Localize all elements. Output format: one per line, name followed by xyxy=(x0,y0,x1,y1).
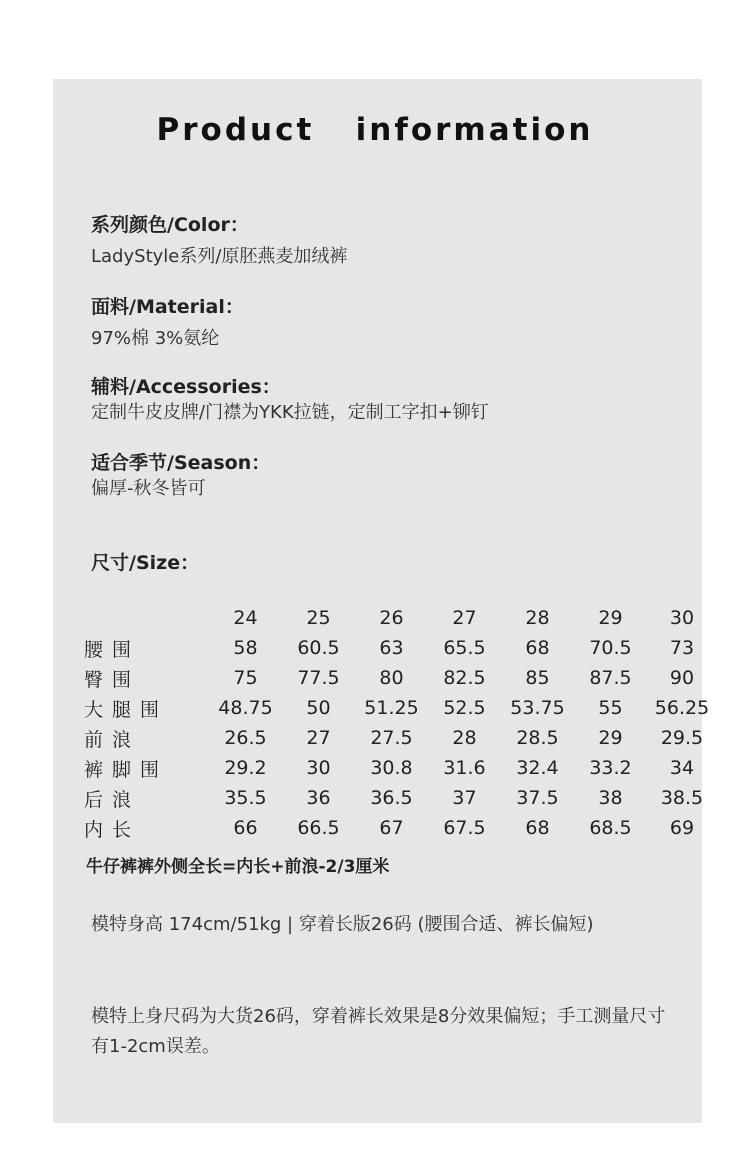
season-label: 适合季节/Season： xyxy=(91,452,271,474)
size-cell: 36.5 xyxy=(370,787,413,809)
size-cell: 67 xyxy=(379,817,404,839)
size-row-label-char: 围 xyxy=(140,698,160,721)
size-cell: 66.5 xyxy=(297,817,340,839)
size-column-header: 24 xyxy=(233,607,258,629)
size-label: 尺寸/Size： xyxy=(91,552,200,574)
size-cell: 51.25 xyxy=(364,697,419,719)
color-label: 系列颜色/Color： xyxy=(91,214,249,236)
size-row-label xyxy=(84,633,209,663)
size-cell: 38.5 xyxy=(660,787,704,809)
length-formula: 牛仔裤裤外侧全长=内长+前浪-2/3厘米 xyxy=(86,857,390,877)
size-cell: 31.6 xyxy=(443,757,486,779)
size-cell: 53.75 xyxy=(510,697,565,719)
size-cell: 30 xyxy=(306,757,331,779)
size-cell: 77.5 xyxy=(297,667,340,689)
size-cell: 65.5 xyxy=(443,637,486,659)
size-row-label-char: 后 xyxy=(84,788,104,811)
size-row-label-char: 内 xyxy=(84,818,104,841)
size-row-label-char: 浪 xyxy=(112,788,132,811)
size-cell: 27.5 xyxy=(370,727,413,749)
size-column-header: 28 xyxy=(525,607,550,629)
size-row-label-char: 腰 xyxy=(84,638,104,661)
size-cell: 70.5 xyxy=(589,637,632,659)
size-column-header: 29 xyxy=(598,607,623,629)
size-cell: 33.2 xyxy=(589,757,632,779)
accessories-value: 定制牛皮皮牌/门襟为YKK拉链，定制工字扣+铆钉 xyxy=(91,402,489,423)
size-header-row xyxy=(84,603,717,633)
size-cell: 29.2 xyxy=(224,757,267,779)
size-column-header: 30 xyxy=(669,607,695,629)
size-row-label-char: 围 xyxy=(112,668,132,691)
size-cell: 80 xyxy=(379,667,404,689)
size-cell: 36 xyxy=(306,787,331,809)
size-cell: 73 xyxy=(669,637,695,659)
size-cell: 48.75 xyxy=(218,697,273,719)
size-cell: 60.5 xyxy=(297,637,340,659)
size-cell: 58 xyxy=(233,637,258,659)
size-cell: 63 xyxy=(379,637,404,659)
size-cell: 52.5 xyxy=(443,697,486,719)
color-value: LadyStyle系列/原胚燕麦加绒裤 xyxy=(91,246,348,267)
size-row xyxy=(84,723,717,753)
size-row xyxy=(84,783,717,813)
size-row-label-char: 腿 xyxy=(112,698,132,721)
size-row-label xyxy=(84,693,209,723)
model-note: 模特身高 174cm/51kg | 穿着长版26码 (腰围合适、裤长偏短) xyxy=(91,914,594,935)
size-cell: 37.5 xyxy=(516,787,559,809)
size-row-label-char: 浪 xyxy=(112,728,132,751)
size-cell: 28 xyxy=(452,727,477,749)
measurement-note: 模特上身尺码为大货26码，穿着裤长效果是8分效果偏短；手工测量尺寸有1-2cm误差。 xyxy=(91,1006,666,1057)
material-value: 97%棉 3%氨纶 xyxy=(91,328,220,349)
size-cell: 82.5 xyxy=(443,667,486,689)
size-cell: 68 xyxy=(525,817,550,839)
size-cell: 34 xyxy=(669,757,695,779)
size-row-label-char: 臀 xyxy=(84,668,104,691)
size-cell: 55 xyxy=(598,697,623,719)
page-title: Product information xyxy=(156,112,594,148)
size-table xyxy=(84,603,717,843)
season-value: 偏厚-秋冬皆可 xyxy=(91,478,206,499)
size-cell: 68.5 xyxy=(589,817,632,839)
size-cell: 29.5 xyxy=(660,727,704,749)
size-cell: 32.4 xyxy=(516,757,559,779)
size-row-label-char: 围 xyxy=(112,638,132,661)
size-column-header: 27 xyxy=(452,607,477,629)
size-cell: 26.5 xyxy=(224,727,267,749)
size-row-label xyxy=(84,663,209,693)
size-cell: 37 xyxy=(452,787,477,809)
size-row xyxy=(84,813,717,843)
material-label: 面料/Material： xyxy=(91,296,244,318)
size-cell: 50 xyxy=(306,697,331,719)
size-cell: 38 xyxy=(598,787,623,809)
size-row xyxy=(84,753,717,783)
accessories-label: 辅料/Accessories： xyxy=(91,376,281,398)
size-column-header: 26 xyxy=(379,607,404,629)
size-column-header: 25 xyxy=(306,607,331,629)
size-row-label-char: 围 xyxy=(140,758,160,781)
size-cell: 68 xyxy=(525,637,550,659)
size-row-label-char: 长 xyxy=(112,818,132,841)
size-cell: 28.5 xyxy=(516,727,559,749)
size-row-label-char: 前 xyxy=(84,728,104,751)
size-cell: 27 xyxy=(306,727,331,749)
size-cell: 75 xyxy=(233,667,258,689)
size-cell: 69 xyxy=(669,817,695,839)
size-cell: 67.5 xyxy=(443,817,486,839)
size-cell: 90 xyxy=(669,667,695,689)
size-row xyxy=(84,663,717,693)
size-row-label-char: 脚 xyxy=(112,758,132,781)
size-cell: 66 xyxy=(233,817,258,839)
size-row-label xyxy=(84,813,209,843)
size-row-label-char: 裤 xyxy=(84,758,104,781)
size-corner-cell xyxy=(84,603,209,633)
size-row xyxy=(84,693,717,723)
size-cell: 30.8 xyxy=(370,757,413,779)
size-cell: 56.25 xyxy=(654,697,710,719)
size-row-label-char: 大 xyxy=(84,698,104,721)
size-row-label xyxy=(84,723,209,753)
size-cell: 29 xyxy=(598,727,623,749)
size-row-label xyxy=(84,753,209,783)
size-cell: 35.5 xyxy=(224,787,267,809)
size-row-label xyxy=(84,783,209,813)
size-cell: 85 xyxy=(525,667,550,689)
size-cell: 87.5 xyxy=(589,667,632,689)
size-row xyxy=(84,633,717,663)
